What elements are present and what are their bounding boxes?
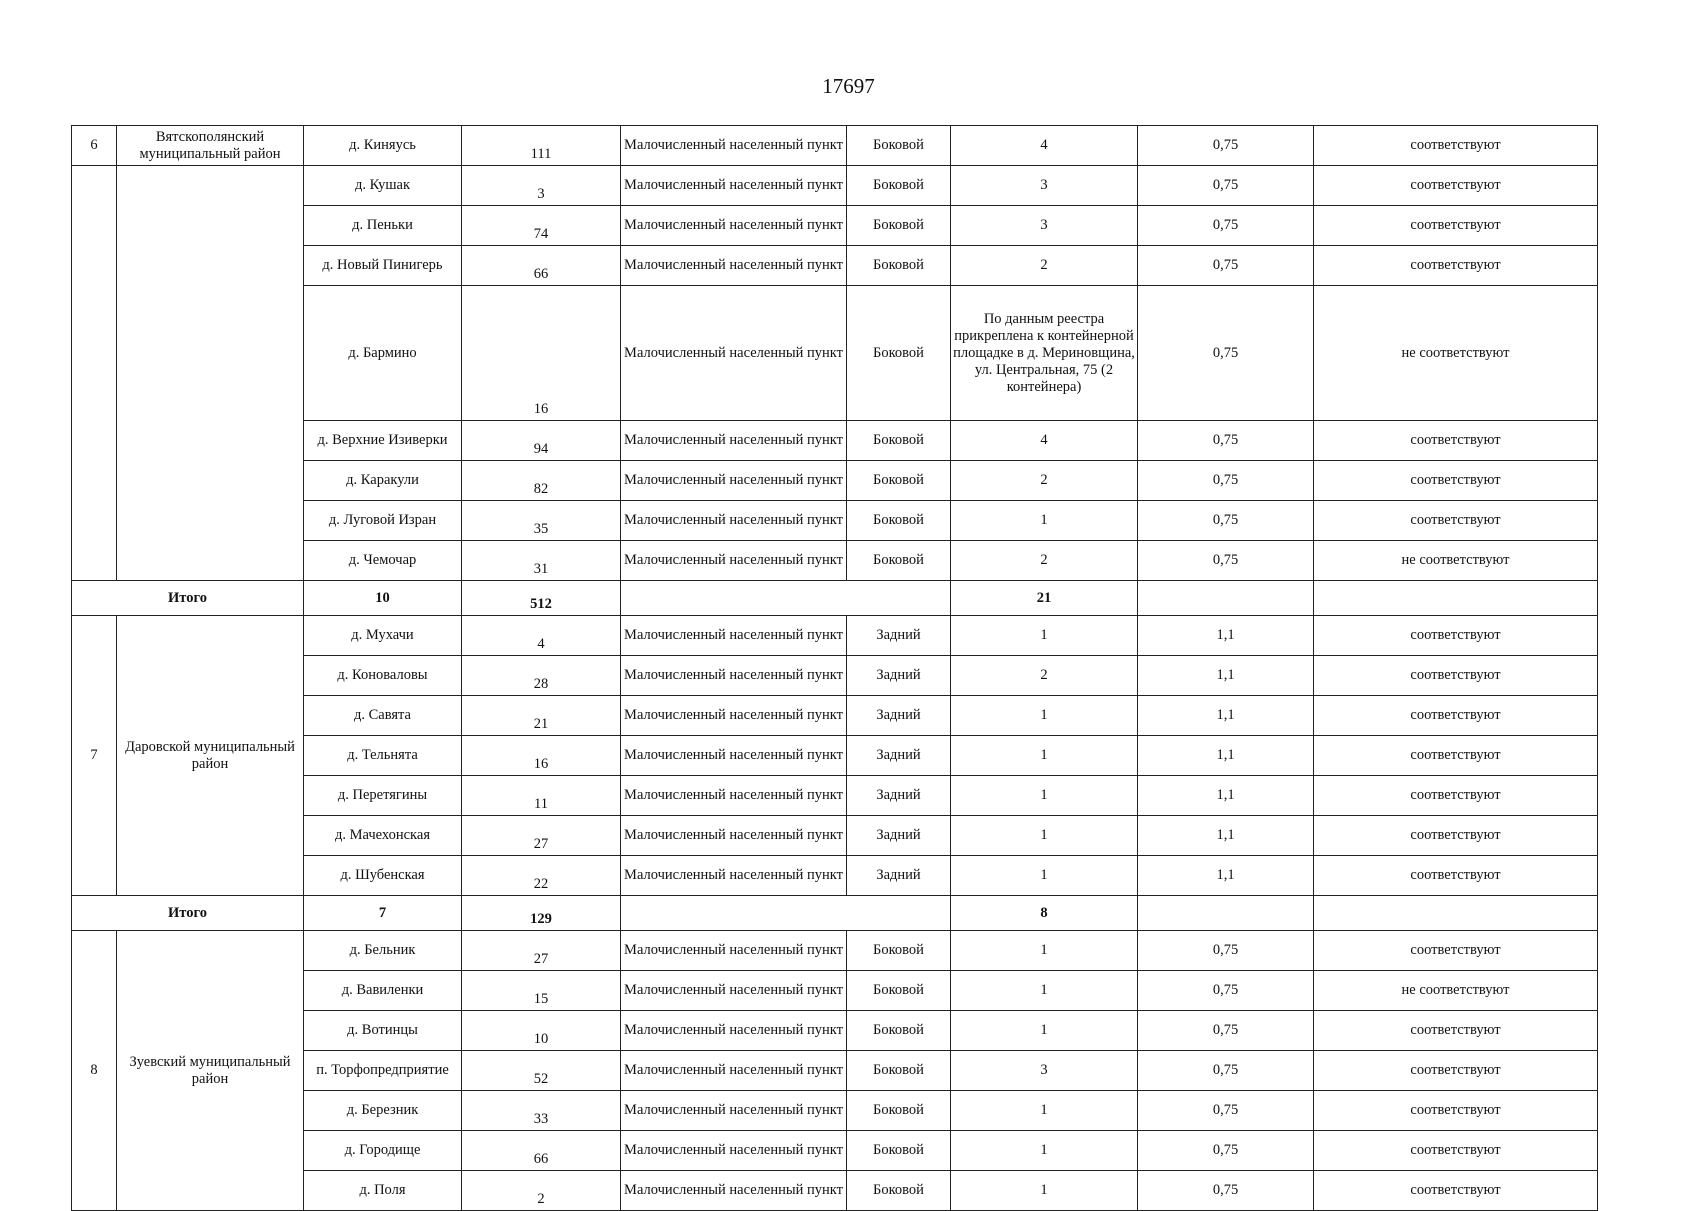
container-volume: 0,75 bbox=[1138, 931, 1314, 971]
settlement-type: Малочисленный населенный пункт bbox=[621, 1051, 847, 1091]
population: 66 bbox=[462, 1131, 621, 1171]
loading-type: Боковой bbox=[847, 246, 951, 286]
container-count: 1 bbox=[951, 501, 1138, 541]
population: 31 bbox=[462, 541, 621, 581]
total-empty bbox=[1314, 896, 1598, 931]
row-number-empty bbox=[72, 166, 117, 581]
container-volume: 1,1 bbox=[1138, 776, 1314, 816]
container-volume: 1,1 bbox=[1138, 856, 1314, 896]
total-label: Итого bbox=[72, 896, 304, 931]
container-count: 1 bbox=[951, 776, 1138, 816]
district-name: Даровской муниципальный район bbox=[117, 616, 304, 896]
container-count: 1 bbox=[951, 1091, 1138, 1131]
settlement-name: д. Мухачи bbox=[304, 616, 462, 656]
settlement-type: Малочисленный населенный пункт bbox=[621, 971, 847, 1011]
table-row bbox=[72, 616, 1598, 656]
total-containers: 8 bbox=[951, 896, 1138, 931]
settlement-name: д. Тельнята bbox=[304, 736, 462, 776]
settlement-type: Малочисленный населенный пункт bbox=[621, 126, 847, 166]
settlement-name: д. Савята bbox=[304, 696, 462, 736]
population: 4 bbox=[462, 616, 621, 656]
district-name-empty bbox=[117, 166, 304, 581]
settlement-name: д. Киняусь bbox=[304, 126, 462, 166]
loading-type: Задний bbox=[847, 816, 951, 856]
container-volume: 0,75 bbox=[1138, 246, 1314, 286]
settlement-type: Малочисленный населенный пункт bbox=[621, 1171, 847, 1211]
container-volume: 0,75 bbox=[1138, 1091, 1314, 1131]
table-row bbox=[72, 126, 1598, 166]
settlement-name: д. Поля bbox=[304, 1171, 462, 1211]
container-volume: 0,75 bbox=[1138, 461, 1314, 501]
container-count: 3 bbox=[951, 166, 1138, 206]
settlement-type: Малочисленный населенный пункт bbox=[621, 286, 847, 421]
settlement-name: д. Кушак bbox=[304, 166, 462, 206]
settlement-type: Малочисленный населенный пункт bbox=[621, 246, 847, 286]
settlement-name: д. Бармино bbox=[304, 286, 462, 421]
district-name: Вятскополянский муниципальный район bbox=[117, 126, 304, 166]
settlement-type: Малочисленный населенный пункт bbox=[621, 541, 847, 581]
loading-type: Задний bbox=[847, 616, 951, 656]
conformity-status: соответствуют bbox=[1314, 931, 1598, 971]
container-volume: 0,75 bbox=[1138, 126, 1314, 166]
container-count: 2 bbox=[951, 461, 1138, 501]
settlement-name: д. Бельник bbox=[304, 931, 462, 971]
district-name: Зуевский муниципальный район bbox=[117, 931, 304, 1211]
settlement-type: Малочисленный населенный пункт bbox=[621, 166, 847, 206]
total-row bbox=[72, 896, 1598, 931]
settlement-type: Малочисленный населенный пункт bbox=[621, 1011, 847, 1051]
conformity-status: соответствуют bbox=[1314, 206, 1598, 246]
container-volume: 0,75 bbox=[1138, 206, 1314, 246]
loading-type: Задний bbox=[847, 856, 951, 896]
container-volume: 0,75 bbox=[1138, 286, 1314, 421]
loading-type: Задний bbox=[847, 656, 951, 696]
container-count: 1 bbox=[951, 1171, 1138, 1211]
conformity-status: не соответствуют bbox=[1314, 971, 1598, 1011]
conformity-status: соответствуют bbox=[1314, 696, 1598, 736]
settlement-name: п. Торфопредприятие bbox=[304, 1051, 462, 1091]
page-number: 17697 bbox=[822, 74, 875, 98]
settlement-name: д. Луговой Изран bbox=[304, 501, 462, 541]
population: 10 bbox=[462, 1011, 621, 1051]
population: 2 bbox=[462, 1171, 621, 1211]
loading-type: Задний bbox=[847, 696, 951, 736]
settlement-type: Малочисленный населенный пункт bbox=[621, 1091, 847, 1131]
container-volume: 0,75 bbox=[1138, 1051, 1314, 1091]
population: 82 bbox=[462, 461, 621, 501]
population: 111 bbox=[462, 126, 621, 166]
population: 15 bbox=[462, 971, 621, 1011]
loading-type: Боковой bbox=[847, 971, 951, 1011]
settlement-name: д. Вотинцы bbox=[304, 1011, 462, 1051]
loading-type: Задний bbox=[847, 736, 951, 776]
row-number: 6 bbox=[72, 126, 117, 166]
conformity-status: соответствуют bbox=[1314, 246, 1598, 286]
total-empty bbox=[1314, 581, 1598, 616]
settlement-type: Малочисленный населенный пункт bbox=[621, 421, 847, 461]
container-count: 2 bbox=[951, 246, 1138, 286]
settlement-name: д. Чемочар bbox=[304, 541, 462, 581]
population: 3 bbox=[462, 166, 621, 206]
loading-type: Боковой bbox=[847, 206, 951, 246]
container-volume: 0,75 bbox=[1138, 541, 1314, 581]
conformity-status: соответствуют bbox=[1314, 1131, 1598, 1171]
settlement-type: Малочисленный населенный пункт bbox=[621, 696, 847, 736]
conformity-status: соответствуют bbox=[1314, 1051, 1598, 1091]
loading-type: Боковой bbox=[847, 1091, 951, 1131]
total-settlements: 7 bbox=[304, 896, 462, 931]
settlement-name: д. Каракули bbox=[304, 461, 462, 501]
population: 52 bbox=[462, 1051, 621, 1091]
settlement-type: Малочисленный населенный пункт bbox=[621, 776, 847, 816]
conformity-status: соответствуют bbox=[1314, 501, 1598, 541]
loading-type: Боковой bbox=[847, 421, 951, 461]
conformity-status: соответствуют bbox=[1314, 736, 1598, 776]
container-volume: 0,75 bbox=[1138, 1171, 1314, 1211]
loading-type: Боковой bbox=[847, 166, 951, 206]
population: 22 bbox=[462, 856, 621, 896]
total-row bbox=[72, 581, 1598, 616]
container-count: 2 bbox=[951, 656, 1138, 696]
settlement-type: Малочисленный населенный пункт bbox=[621, 461, 847, 501]
container-count: 1 bbox=[951, 931, 1138, 971]
container-count: 1 bbox=[951, 736, 1138, 776]
table-row bbox=[72, 166, 1598, 206]
container-count: 4 bbox=[951, 421, 1138, 461]
table-row bbox=[72, 931, 1598, 971]
settlement-type: Малочисленный населенный пункт bbox=[621, 501, 847, 541]
container-volume: 1,1 bbox=[1138, 816, 1314, 856]
settlement-type: Малочисленный населенный пункт bbox=[621, 816, 847, 856]
population: 28 bbox=[462, 656, 621, 696]
row-number: 7 bbox=[72, 616, 117, 896]
container-count: 1 bbox=[951, 816, 1138, 856]
population: 66 bbox=[462, 246, 621, 286]
conformity-status: соответствуют bbox=[1314, 656, 1598, 696]
conformity-status: соответствуют bbox=[1314, 1171, 1598, 1211]
container-count: 1 bbox=[951, 616, 1138, 656]
conformity-status: соответствуют bbox=[1314, 616, 1598, 656]
population: 35 bbox=[462, 501, 621, 541]
settlements-table bbox=[71, 125, 1598, 1211]
population: 33 bbox=[462, 1091, 621, 1131]
total-settlements: 10 bbox=[304, 581, 462, 616]
settlement-name: д. Новый Пинигерь bbox=[304, 246, 462, 286]
loading-type: Боковой bbox=[847, 1171, 951, 1211]
settlement-name: д. Городище bbox=[304, 1131, 462, 1171]
conformity-status: соответствуют bbox=[1314, 856, 1598, 896]
conformity-status: соответствуют bbox=[1314, 461, 1598, 501]
settlement-name: д. Вавиленки bbox=[304, 971, 462, 1011]
settlement-type: Малочисленный населенный пункт bbox=[621, 616, 847, 656]
conformity-status: соответствуют bbox=[1314, 166, 1598, 206]
conformity-status: соответствуют bbox=[1314, 1091, 1598, 1131]
total-empty bbox=[621, 896, 951, 931]
container-volume: 0,75 bbox=[1138, 166, 1314, 206]
container-count: По данным реестра прикреплена к контейнерной площадке в д. Мериновщина, ул. Центральная, 75 (2 контейнера) bbox=[951, 286, 1138, 421]
conformity-status: соответствуют bbox=[1314, 1011, 1598, 1051]
conformity-status: не соответствуют bbox=[1314, 286, 1598, 421]
container-volume: 0,75 bbox=[1138, 421, 1314, 461]
container-count: 1 bbox=[951, 1011, 1138, 1051]
container-count: 1 bbox=[951, 1131, 1138, 1171]
settlement-name: д. Перетягины bbox=[304, 776, 462, 816]
container-count: 1 bbox=[951, 696, 1138, 736]
container-volume: 1,1 bbox=[1138, 736, 1314, 776]
total-empty bbox=[621, 581, 951, 616]
settlement-name: д. Пеньки bbox=[304, 206, 462, 246]
container-volume: 0,75 bbox=[1138, 501, 1314, 541]
container-count: 1 bbox=[951, 971, 1138, 1011]
population: 94 bbox=[462, 421, 621, 461]
population: 27 bbox=[462, 931, 621, 971]
total-population: 129 bbox=[462, 896, 621, 931]
total-empty bbox=[1138, 581, 1314, 616]
conformity-status: соответствуют bbox=[1314, 776, 1598, 816]
loading-type: Боковой bbox=[847, 1131, 951, 1171]
loading-type: Задний bbox=[847, 776, 951, 816]
container-count: 1 bbox=[951, 856, 1138, 896]
settlement-type: Малочисленный населенный пункт bbox=[621, 856, 847, 896]
container-count: 3 bbox=[951, 1051, 1138, 1091]
population: 21 bbox=[462, 696, 621, 736]
container-volume: 1,1 bbox=[1138, 616, 1314, 656]
loading-type: Боковой bbox=[847, 501, 951, 541]
settlement-name: д. Березник bbox=[304, 1091, 462, 1131]
settlement-type: Малочисленный населенный пункт bbox=[621, 656, 847, 696]
container-count: 2 bbox=[951, 541, 1138, 581]
loading-type: Боковой bbox=[847, 461, 951, 501]
container-volume: 0,75 bbox=[1138, 1011, 1314, 1051]
loading-type: Боковой bbox=[847, 286, 951, 421]
loading-type: Боковой bbox=[847, 126, 951, 166]
total-label: Итого bbox=[72, 581, 304, 616]
population: 27 bbox=[462, 816, 621, 856]
settlement-name: д. Мачехонская bbox=[304, 816, 462, 856]
total-containers: 21 bbox=[951, 581, 1138, 616]
loading-type: Боковой bbox=[847, 1011, 951, 1051]
container-volume: 1,1 bbox=[1138, 696, 1314, 736]
total-population: 512 bbox=[462, 581, 621, 616]
settlement-type: Малочисленный населенный пункт bbox=[621, 206, 847, 246]
conformity-status: соответствуют bbox=[1314, 126, 1598, 166]
population: 16 bbox=[462, 286, 621, 421]
container-volume: 0,75 bbox=[1138, 971, 1314, 1011]
settlement-type: Малочисленный населенный пункт bbox=[621, 931, 847, 971]
settlement-name: д. Верхние Изиверки bbox=[304, 421, 462, 461]
population: 11 bbox=[462, 776, 621, 816]
row-number: 8 bbox=[72, 931, 117, 1211]
container-count: 4 bbox=[951, 126, 1138, 166]
settlement-name: д. Шубенская bbox=[304, 856, 462, 896]
settlement-name: д. Коноваловы bbox=[304, 656, 462, 696]
loading-type: Боковой bbox=[847, 931, 951, 971]
container-volume: 0,75 bbox=[1138, 1131, 1314, 1171]
population: 16 bbox=[462, 736, 621, 776]
total-empty bbox=[1138, 896, 1314, 931]
conformity-status: соответствуют bbox=[1314, 421, 1598, 461]
container-count: 3 bbox=[951, 206, 1138, 246]
conformity-status: не соответствуют bbox=[1314, 541, 1598, 581]
loading-type: Боковой bbox=[847, 541, 951, 581]
container-volume: 1,1 bbox=[1138, 656, 1314, 696]
conformity-status: соответствуют bbox=[1314, 816, 1598, 856]
loading-type: Боковой bbox=[847, 1051, 951, 1091]
population: 74 bbox=[462, 206, 621, 246]
settlement-type: Малочисленный населенный пункт bbox=[621, 1131, 847, 1171]
settlement-type: Малочисленный населенный пункт bbox=[621, 736, 847, 776]
